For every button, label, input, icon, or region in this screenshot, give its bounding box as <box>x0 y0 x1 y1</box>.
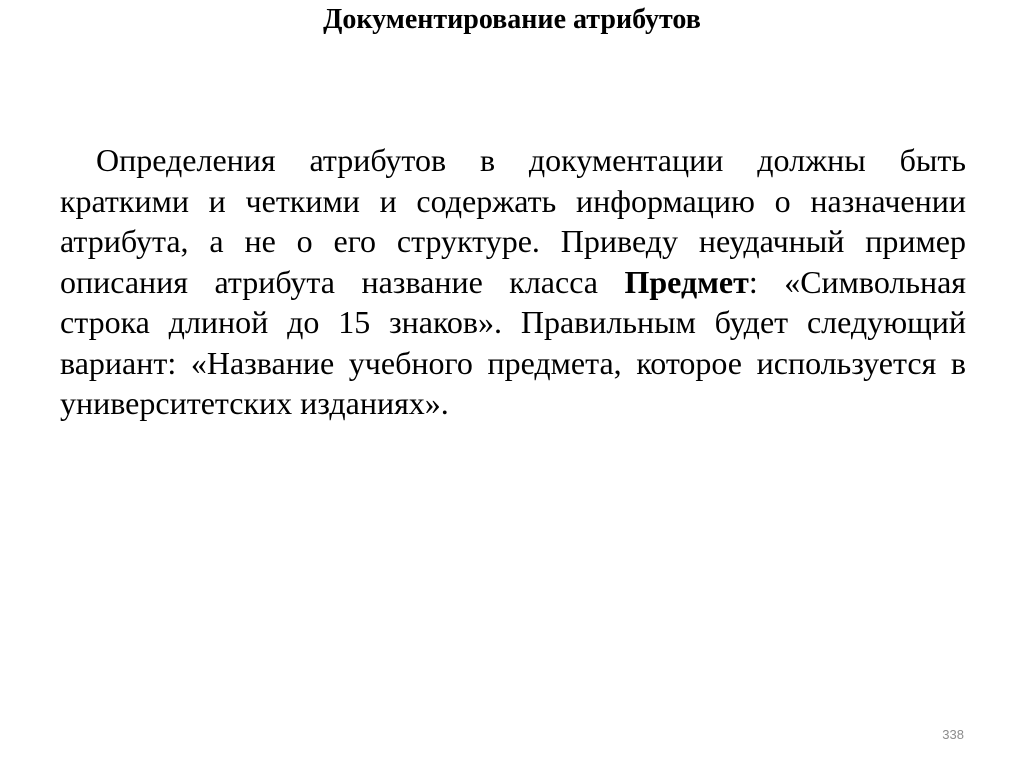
body-paragraph <box>60 140 966 424</box>
paragraph-bold-term: Предмет <box>624 263 749 300</box>
paragraph-text-part-1: Определения атрибутов в документации должны быть краткими и четкими и содержать информацию о назначении атрибута, а не о его структуре. Приведу неудачный пример описания атрибута название класса <box>60 142 966 300</box>
page-number: 338 <box>942 727 964 742</box>
paragraph-text-part-2: : «Символьная строка длиной до 15 знаков». Правильным будет следующий вариант: «Название учебного предмета, которое используется в университетских изданиях». <box>60 263 967 421</box>
slide-title: Документирование атрибутов <box>323 4 701 35</box>
